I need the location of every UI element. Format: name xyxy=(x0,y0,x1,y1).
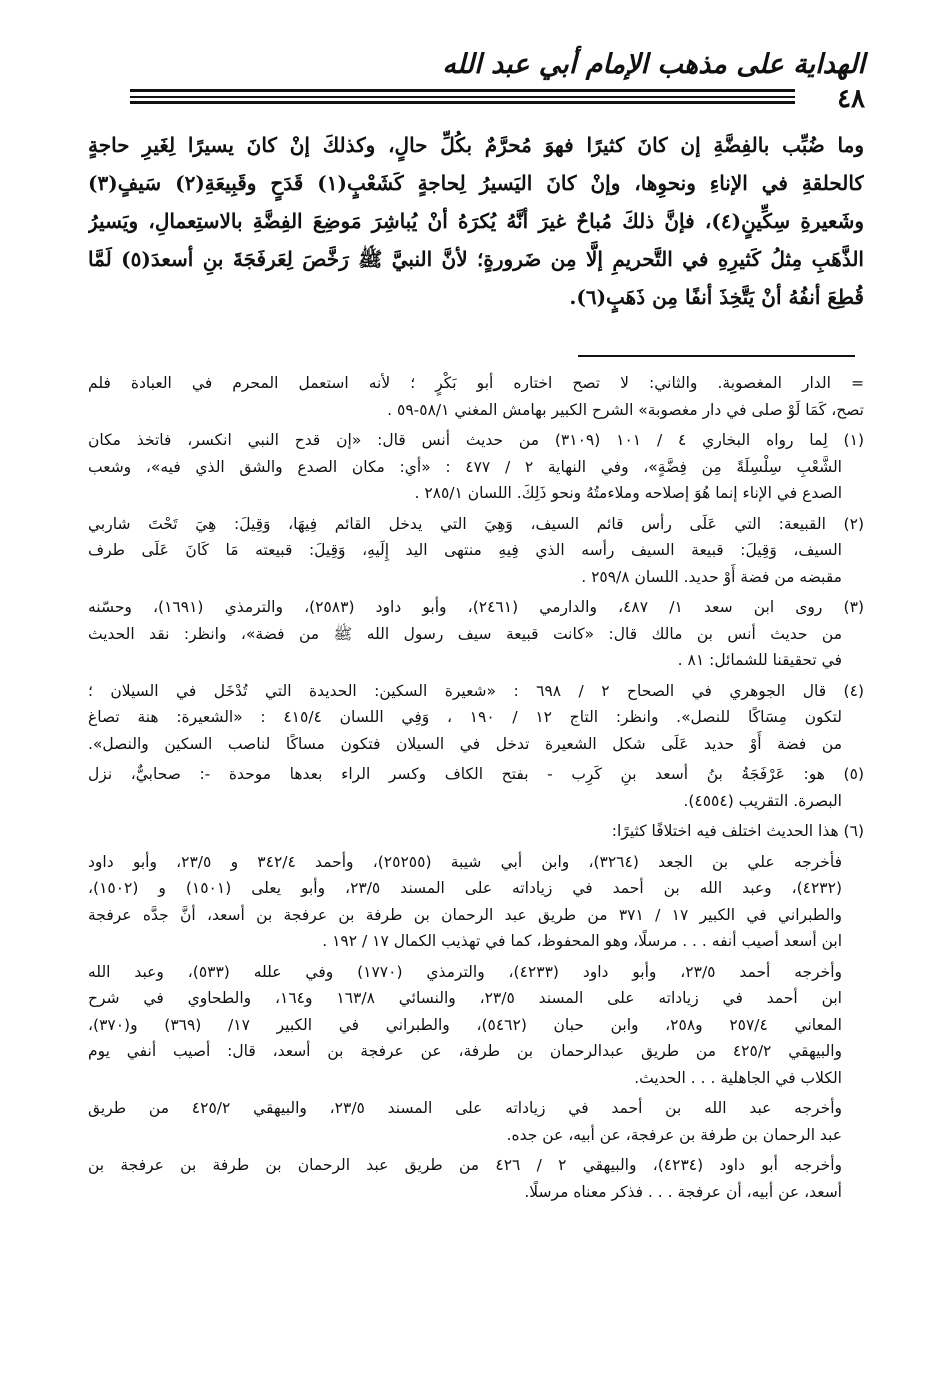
footnote-2 xyxy=(88,511,864,591)
footnotes xyxy=(88,370,864,1209)
footnote-continuation xyxy=(88,370,864,423)
footnote-line: (١) لِما رواه البخاري ٤ / ١٠١ (٣١٠٩) من حديث أنس قال: «إن قدح النبي انكسر، فاتخذ مكان xyxy=(88,431,864,449)
footnote-line: = الدار المغصوبة. والثاني: لا تصح اختاره أبو بَكْرٍ ؛ لأنه استعمل المحرم في العبادة فلم xyxy=(88,374,864,392)
footnote-line: والبيهقي ٤٢٥/٢ من طريق عبدالرحمان بن طرفة، عن عرفجة بن أسعد، قال: أصيب أنفي يوم xyxy=(88,1042,842,1060)
footnote-6 xyxy=(88,818,864,845)
footnote-separator xyxy=(578,355,855,357)
footnote-line: السيف، وَقِيلَ: قبيعة السيف رأسه الذي فِيهِ منتهى اليد إِلَيهِ، وَقِيلَ: قبيعته مَا كَانَ عَلَى طرف xyxy=(88,541,842,559)
main-text-line: كالحلقةِ في الإناءِ ونحوِها، وإنْ كانَ اليَسيرُ لِحاجةٍ كَشَعْبٍ(١) قَدَحٍ وقَبِيعَةِ(٢) سَيفٍ(٣) xyxy=(88,171,864,195)
footnote-line: ابن أسعد أصيب أنفه . . . مرسلًا، وهو المحفوظ، كما في تهذيب الكمال ١٧ / ١٩٢ . xyxy=(322,932,842,950)
footnote-line: الشَّعْبِ سِلْسِلَةً مِن فِضَّةٍ»، وفي النهاية ٢ / ٤٧٧ : «أي: مكان الصدع والشق الذي فيه»، وشعب xyxy=(88,457,842,476)
footnote-line: فأخرجه علي بن الجعد (٣٢٦٤)، وابن أبي شيبة (٢٥٢٥٥)، وأحمد ٣٤٢/٤ و ٢٣/٥، وأبو داود xyxy=(88,852,842,871)
footnote-4 xyxy=(88,678,864,758)
header-rule xyxy=(130,96,795,98)
footnote-line: والطبراني في الكبير ١٧ / ٣٧١ من طريق عبد الرحمان بن طرفة بن عرفجة بن أسعد، أنَّ جدَّه عرفجة xyxy=(88,905,843,924)
footnote-line: البصرة. التقريب (٤٥٥٤). xyxy=(683,791,842,810)
footnote-line: مقبضه من فضة أَوْ حديد. اللسان ٢٥٩/٨ . xyxy=(581,567,842,586)
footnote-line: (٤) قال الجوهري في الصحاح ٢ / ٦٩٨ : «شعيرة السكين: الحديدة التي تُدْخَل في السيلان ؛ xyxy=(88,681,864,700)
footnote-line: وأخرجه أحمد ٢٣/٥، وأبو داود (٤٢٣٣)، والترمذي (١٧٧٠) وفي علله (٥٣٣)، وعبد الله xyxy=(88,962,843,981)
footnote-line: (٢) القبيعة: التي عَلَى رأس قائم السيف، وَهِيَ التي يدخل القائم فِيهَا، وَقِيلَ: هِيَ تَحْتَ شاربي xyxy=(88,514,864,533)
footnote-line: المعاني ٢٥٧/٤ و٢٥٨، وابن حبان (٥٤٦٢)، والطبراني في الكبير ١٧/ (٣٦٩) و(٣٧٠)، xyxy=(88,1015,842,1034)
page-header xyxy=(85,40,865,120)
footnote-line: أسعد، عن أبيه، أن عرفجة . . . فذكر معناه مرسلًا. xyxy=(524,1182,842,1201)
main-text xyxy=(88,126,864,316)
running-title: الهداية على مذهب الإمام أبي عبد الله xyxy=(442,49,865,80)
main-text-line: قُطِعَ أنفُهُ أنْ يَتَّخِذَ أنفًا مِن ذَهَبٍ(٦). xyxy=(569,285,864,309)
footnote-6-paragraph xyxy=(88,849,864,955)
footnote-line: وأخرجه أبو داود (٤٢٣٤)، والبيهقي ٢ / ٤٢٦ من طريق عبد الرحمان بن طرفة بن عرفجة بن xyxy=(88,1156,842,1174)
main-text-line: وما ضُبِّب بالفِضَّةِ إن كانَ كثيرًا فهوَ مُحرَّمٌ بكُلِّ حالٍ، وكذلكَ إنْ كانَ يسيرًا لِغَيرِ حاجةٍ xyxy=(88,133,864,157)
footnote-line: (٦) هذا الحديث اختلف فيه اختلافًا كثيرًا: xyxy=(611,822,864,840)
footnote-line: عبد الرحمان بن طرفة بن عرفجة، عن أبيه، عن جده. xyxy=(506,1125,842,1144)
header-rule xyxy=(130,89,795,92)
footnote-5 xyxy=(88,761,864,814)
footnote-line: (٥) هو: عَرْفَجَةُ بنُ أسعد بنِ كَرِب - بفتح الكاف وكسر الراء بعدها موحدة -: صحابيٌّ، نزل xyxy=(88,765,864,783)
footnote-line: الصدع في الإناء إنما هُوَ إصلاحه وملاءمتُهُ ونحو ذَلِكَ. اللسان ٢٨٥/١ . xyxy=(414,484,842,502)
footnote-6-paragraph xyxy=(88,1095,864,1148)
footnote-3 xyxy=(88,594,864,674)
footnote-line: الكلاب في الجاهلية . . . الحديث. xyxy=(634,1068,842,1087)
main-text-line: الذَّهَبِ مِثلُ كَثيرِهِ في التَّحريمِ إلَّا مِن ضَرورةٍ؛ لأنَّ النبيَّ ﷺ رَخَّصَ لِعَرفَجَةَ بنِ أسعدَ(٥) لَمَّا xyxy=(88,247,864,271)
footnote-line: وأخرجه عبد الله بن أحمد في زياداته على المسند ٢٣/٥، والبيهقي ٤٢٥/٢ من طريق xyxy=(88,1099,842,1117)
footnote-6-paragraph xyxy=(88,959,864,1092)
header-rule xyxy=(130,101,795,104)
page-number: ٤٨ xyxy=(837,84,865,114)
footnote-1 xyxy=(88,427,864,507)
footnote-line: ابن أحمد في زياداته على المسند ٢٣/٥، والنسائي ١٦٣/٨ و١٦٤، والطحاوي في شرح xyxy=(88,989,842,1007)
footnote-line: تصح، كَمَا لَوْ صلى في دار مغصوبة» الشرح الكبير بهامش المغني ٥٨/١-٥٩ . xyxy=(387,400,864,419)
footnote-line: في تحقيقنا للشمائل: ٨١ . xyxy=(677,651,842,669)
footnote-line: لتكون مِسَاكًا للنصل». وانظر: التاج ١٢ / ١٩٠ ، وَفِي اللسان ٤١٥/٤ : «الشعيرة: هنة تصاغ xyxy=(88,708,842,726)
main-text-line: وشَعيرةِ سِكِّينٍ(٤)، فإنَّ ذلكَ مُباحٌ غيرَ أنَّهُ يُكرَهُ أنْ يُباشِرَ مَوضِعَ الفِضَّةِ بالاستِعمالِ، ويَسيرُ xyxy=(88,209,864,233)
footnote-line: (٤٢٣٢)، وعبد الله بن أحمد في زياداته على المسند ٢٣/٥، وأبو يعلى (١٥٠١) و (١٥٠٢)، xyxy=(88,879,843,897)
footnote-6-paragraph xyxy=(88,1152,864,1205)
footnote-line: من حديث أنس بن مالك قال: «كانت قبيعة سيف رسول الله ﷺ من فضة»، وانظر: نقد الحديث xyxy=(88,624,842,643)
footnote-line: من فضة أَوْ حديد عَلَى شكل الشعيرة تدخل في السيلان فتكون مساكًا لناصب السكين والنصل». xyxy=(88,734,842,753)
footnote-line: (٣) روى ابن سعد ١/ ٤٨٧، والدارمي (٢٤٦١)، وأبو داود (٢٥٨٣)، والترمذي (١٦٩١)، وحسّنه xyxy=(88,598,864,616)
